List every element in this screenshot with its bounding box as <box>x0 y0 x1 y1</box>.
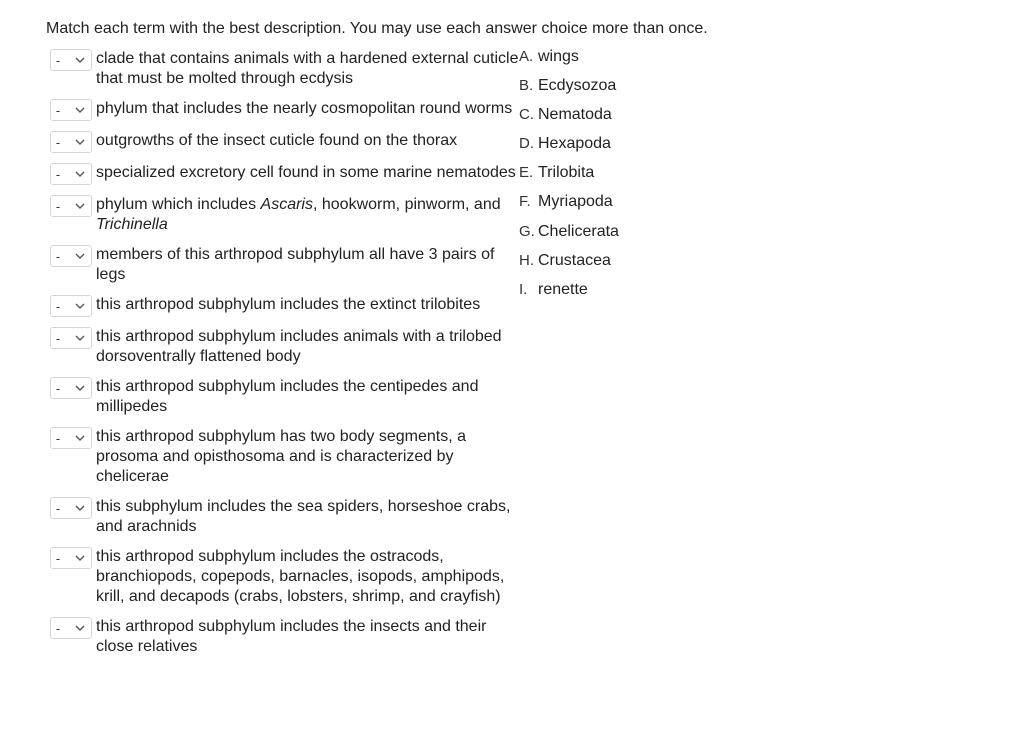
question-row <box>50 497 520 537</box>
answer-select-value: - <box>55 52 61 68</box>
answer-select[interactable] <box>50 245 92 267</box>
chevron-down-icon <box>74 433 86 443</box>
question-row <box>50 377 520 417</box>
question-row <box>50 617 520 657</box>
answer-select[interactable] <box>50 99 92 121</box>
question-text: this subphylum includes the sea spiders, horseshoe crabs, and arachnids <box>96 498 511 535</box>
question-text: specialized excretory cell found in some marine nematodes <box>96 164 516 181</box>
answer-select[interactable] <box>50 547 92 569</box>
instructions-text: Match each term with the best description. You may use each answer choice more than once. <box>46 20 708 37</box>
choice-text: Myriapoda <box>538 193 613 211</box>
question-text: this arthropod subphylum includes the insects and their close relatives <box>96 618 487 655</box>
chevron-down-icon <box>74 55 86 65</box>
chevron-down-icon <box>74 553 86 563</box>
choice-letter: D. <box>519 135 534 153</box>
answer-select-value: - <box>55 380 61 396</box>
answer-select[interactable] <box>50 49 92 71</box>
question-row <box>50 131 520 153</box>
question-row <box>50 245 520 285</box>
answer-select-value: - <box>55 550 61 566</box>
answer-select-value: - <box>55 198 61 214</box>
question-row <box>50 427 520 487</box>
chevron-down-icon <box>74 137 86 147</box>
choice-text: Ecdysozoa <box>538 77 617 95</box>
question-text-italic: Ascaris <box>260 196 313 213</box>
question-row <box>50 547 520 607</box>
answer-select[interactable] <box>50 497 92 519</box>
choice-text: Chelicerata <box>538 222 619 240</box>
question-text-part: , hookworm, pinworm, and <box>312 196 501 213</box>
choice-letter: A. <box>519 48 534 65</box>
answer-choice <box>519 164 619 193</box>
answer-select-value: - <box>55 102 61 118</box>
choice-text: Crustacea <box>538 251 611 269</box>
answer-choice <box>519 77 619 106</box>
answer-select-value: - <box>55 500 61 516</box>
answer-select[interactable] <box>50 427 92 449</box>
question-text-italic: Trichinella <box>96 216 168 233</box>
choice-letter: C. <box>519 106 534 124</box>
choice-text: wings <box>538 48 579 65</box>
answer-select-value: - <box>55 330 61 346</box>
choice-letter: H. <box>519 251 534 269</box>
question-text: this arthropod subphylum includes the ostracods, branchiopods, copepods, barnacles, isopods, amphipods, krill, and decapods (crabs, lobsters, shrimp, and crayfish) <box>96 548 505 605</box>
answer-choices <box>519 48 619 310</box>
answer-select[interactable] <box>50 327 92 349</box>
chevron-down-icon <box>74 301 86 311</box>
answer-select[interactable] <box>50 295 92 317</box>
question-row <box>50 49 520 89</box>
choice-letter: B. <box>519 77 534 95</box>
answer-select-value: - <box>55 134 61 150</box>
chevron-down-icon <box>74 201 86 211</box>
choice-letter: E. <box>519 164 534 182</box>
question-text: this arthropod subphylum includes the extinct trilobites <box>96 296 481 313</box>
question-row <box>50 163 520 185</box>
answer-select[interactable] <box>50 163 92 185</box>
question-text: this arthropod subphylum has two body segments, a prosoma and opisthosoma and is characterized by chelicerae <box>96 428 466 485</box>
question-row <box>50 295 520 317</box>
answer-choice <box>519 106 619 135</box>
question-text: this arthropod subphylum includes the centipedes and millipedes <box>96 378 479 415</box>
answer-choice <box>519 193 619 222</box>
choice-letter: I. <box>519 280 528 298</box>
choice-letter: G. <box>519 222 535 240</box>
question-text-part: phylum which includes <box>96 196 261 213</box>
chevron-down-icon <box>74 169 86 179</box>
answer-select[interactable] <box>50 195 92 217</box>
answer-select-value: - <box>55 430 61 446</box>
chevron-down-icon <box>74 623 86 633</box>
answer-select[interactable] <box>50 617 92 639</box>
chevron-down-icon <box>74 333 86 343</box>
chevron-down-icon <box>74 105 86 115</box>
question-list <box>50 49 520 667</box>
answer-choice <box>519 48 619 77</box>
question-text: this arthropod subphylum includes animals with a trilobed dorsoventrally flattened body <box>96 328 502 365</box>
question-text: outgrowths of the insect cuticle found on the thorax <box>96 132 458 149</box>
question-text: phylum that includes the nearly cosmopolitan round worms <box>96 100 513 117</box>
chevron-down-icon <box>74 251 86 261</box>
choice-text: renette <box>538 280 588 298</box>
answer-select-value: - <box>55 166 61 182</box>
answer-select-value: - <box>55 298 61 314</box>
question-row <box>50 195 520 235</box>
question-row <box>50 327 520 367</box>
answer-choice <box>519 281 619 310</box>
question-text: members of this arthropod subphylum all have 3 pairs of legs <box>96 246 495 283</box>
choice-text: Trilobita <box>538 164 595 182</box>
question-row <box>50 99 520 121</box>
question-text: clade that contains animals with a hardened external cuticle that must be molted through ecdysis <box>96 50 519 87</box>
answer-choice <box>519 135 619 164</box>
chevron-down-icon <box>74 503 86 513</box>
choice-letter: F. <box>519 193 531 211</box>
answer-select[interactable] <box>50 131 92 153</box>
question-text <box>96 195 520 235</box>
choice-text: Nematoda <box>538 106 612 124</box>
answer-select[interactable] <box>50 377 92 399</box>
answer-choice <box>519 223 619 252</box>
chevron-down-icon <box>74 383 86 393</box>
answer-select-value: - <box>55 620 61 636</box>
choice-text: Hexapoda <box>538 135 611 153</box>
answer-select-value: - <box>55 248 61 264</box>
answer-choice <box>519 252 619 281</box>
